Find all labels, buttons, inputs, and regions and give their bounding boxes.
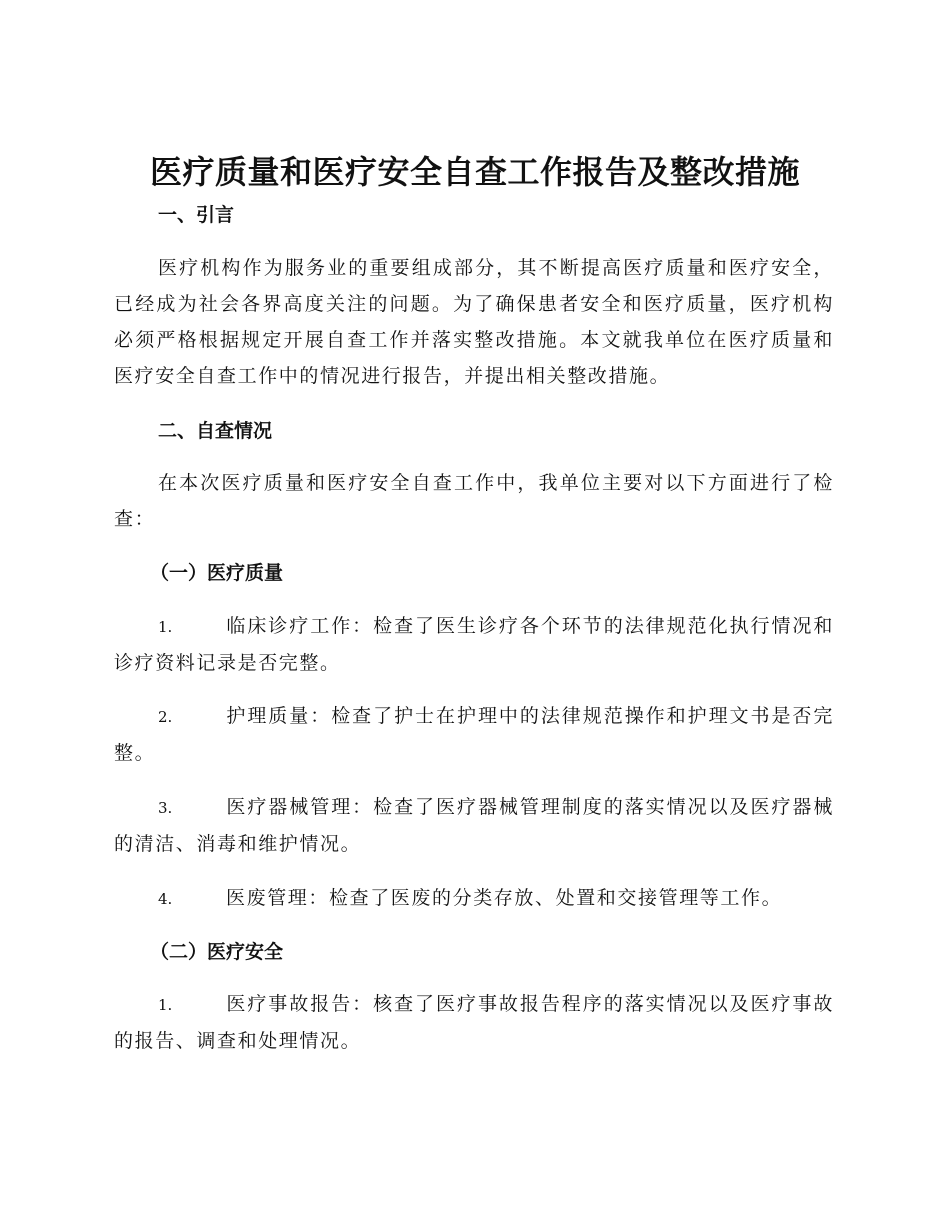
- self-inspection-intro-paragraph: 在本次医疗质量和医疗安全自查工作中，我单位主要对以下方面进行了检查：: [114, 472, 834, 530]
- list-item-text: 医疗事故报告：核查了医疗事故报告程序的落实情况以及医疗事故的报告、调查和处理情况。: [114, 993, 834, 1052]
- section-heading-introduction: 一、引言: [158, 204, 235, 226]
- subsection-heading-medical-quality: （一）医疗质量: [150, 562, 284, 584]
- list-item-text: 护理质量：检查了护士在护理中的法律规范操作和护理文书是否完整。: [114, 705, 834, 764]
- list-item-number: 3.: [158, 799, 173, 817]
- list-item-number: 4.: [158, 890, 173, 908]
- list-item: [114, 608, 834, 681]
- list-item-text: 临床诊疗工作：检查了医生诊疗各个环节的法律规范化执行情况和诊疗资料记录是否完整。: [114, 615, 834, 674]
- subsection-heading-medical-safety: （二）医疗安全: [150, 941, 284, 963]
- list-item: [114, 698, 834, 771]
- list-item: [114, 880, 834, 917]
- section-heading-self-inspection: 二、自查情况: [158, 420, 273, 442]
- list-item-number: 2.: [158, 708, 173, 726]
- list-item: [114, 789, 834, 862]
- list-item-number: 1.: [158, 618, 173, 636]
- list-item-text: 医废管理：检查了医废的分类存放、处置和交接管理等工作。: [226, 887, 783, 909]
- list-item-number: 1.: [158, 996, 173, 1014]
- document-title: 医疗质量和医疗安全自查工作报告及整改措施: [149, 153, 800, 191]
- introduction-paragraph: 医疗机构作为服务业的重要组成部分，其不断提高医疗质量和医疗安全，已经成为社会各界高度关注的问题。为了确保患者安全和医疗质量，医疗机构必须严格根据规定开展自查工作并落实整改措施。本文就我单位在医疗质量和医疗安全自查工作中的情况进行报告，并提出相关整改措施。: [114, 257, 834, 387]
- list-item-text: 医疗器械管理：检查了医疗器械管理制度的落实情况以及医疗器械的清洁、消毒和维护情况。: [114, 796, 834, 855]
- list-item: [114, 986, 834, 1059]
